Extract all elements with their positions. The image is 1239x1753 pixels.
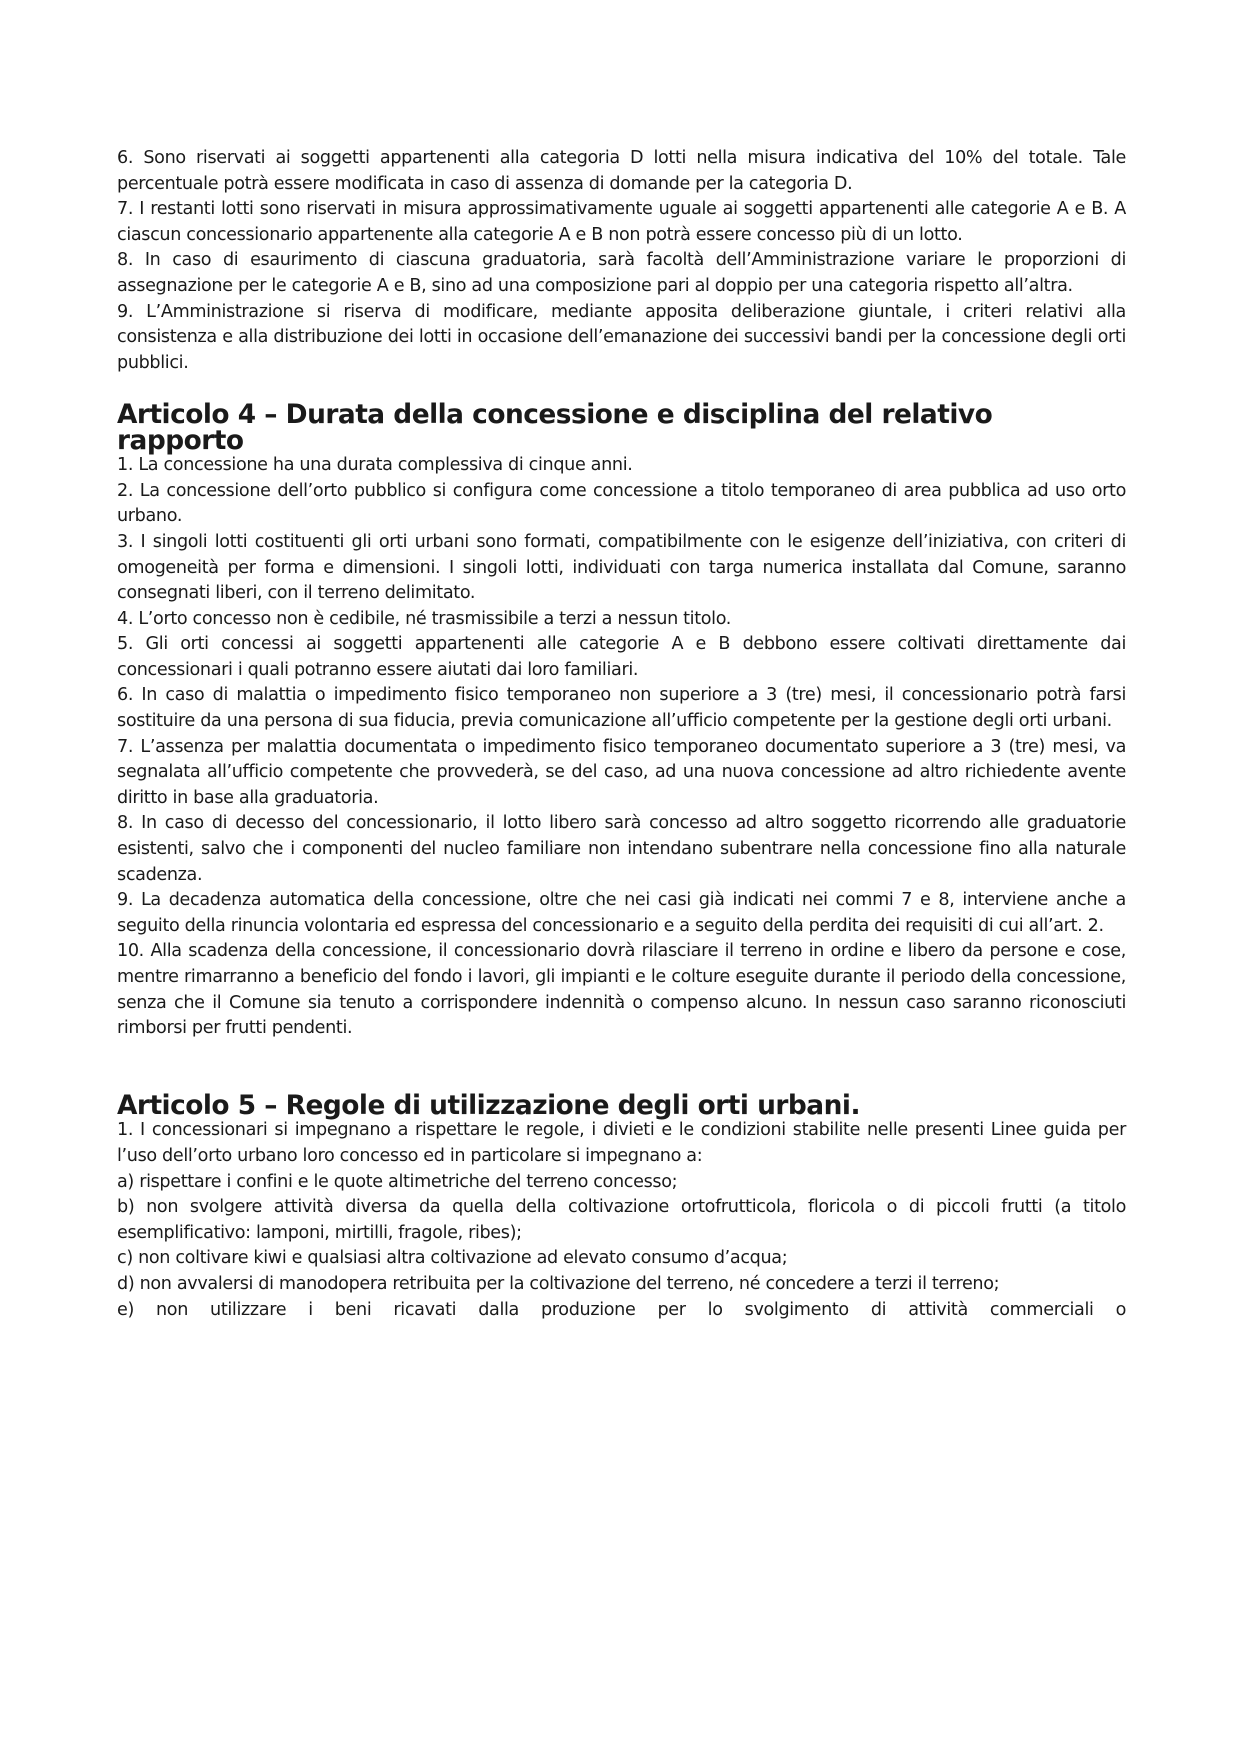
paragraph-art4-item-8: 8. In caso di decesso del concessionario, il lotto libero sarà concesso ad altro soggetto ricorrendo alle graduatorie esistenti, salvo che i componenti del nucleo familiare non intendano subentrare nella concessione fino alla naturale scadenza. xyxy=(117,813,1126,885)
paragraph-art4-item-10: 10. Alla scadenza della concessione, il concessionario dovrà rilasciare il terreno in ordine e libero da persone e cose, mentre rimarranno a beneficio del fondo i lavori, gli impianti e le colture eseguite durante il periodo della concessione, senza che il Comune sia tenuto a corrispondere indennità o compenso alcuno. In nessun caso saranno riconosciuti rimborsi per frutti pendenti. xyxy=(117,941,1126,1039)
article-4 xyxy=(117,398,1126,1042)
paragraph-art3-item-8: 8. In caso di esaurimento di ciascuna graduatoria, sarà facoltà dell’Amministrazione variare le proporzioni di assegnazione per le categorie A e B, sino ad una composizione pari al doppio per una categoria rispetto all’altra. xyxy=(117,250,1126,296)
paragraph-art5-item-b: b) non svolgere attività diversa da quella della coltivazione ortofrutticola, floricola o di piccoli frutti (a titolo esemplificativo: lamponi, mirtilli, fragole, ribes); xyxy=(117,1197,1126,1243)
paragraph-art5-item-a: a) rispettare i confini e le quote altimetriche del terreno concesso; xyxy=(117,1171,678,1192)
paragraph-art4-item-5: 5. Gli orti concessi ai soggetti appartenenti alle categorie A e B debbono essere coltivati direttamente dai concessionari i quali potranno essere aiutati dai loro familiari. xyxy=(117,634,1126,680)
article-3-continued xyxy=(117,146,1126,376)
article-5-heading: Articolo 5 – Regole di utilizzazione degli orti urbani. xyxy=(117,1089,860,1121)
paragraph-art3-item-7: 7. I restanti lotti sono riservati in misura approssimativamente uguale ai soggetti appartenenti alle categorie A e B. A ciascun concessionario appartenente alla categorie A e B non potrà essere concesso più di un lotto. xyxy=(117,199,1126,245)
paragraph-art5-intro: 1. I concessionari si impegnano a rispettare le regole, i divieti e le condizioni stabilite nelle presenti Linee guida per l’uso dell’orto urbano loro concesso ed in particolare si impegnano a: xyxy=(117,1120,1126,1166)
paragraph-art3-item-9: 9. L’Amministrazione si riserva di modificare, mediante apposita deliberazione giuntale, i criteri relativi alla consistenza e alla distribuzione dei lotti in occasione dell’emanazione dei successivi bandi per la concessione degli orti pubblici. xyxy=(117,301,1126,373)
paragraph-art4-item-1: 1. La concessione ha una durata complessiva di cinque anni. xyxy=(117,455,633,476)
paragraph-art4-item-9: 9. La decadenza automatica della concessione, oltre che nei casi già indicati nei commi 7 e 8, interviene anche a seguito della rinuncia volontaria ed espressa del concessionario e a seguito della perdita dei requisiti di cui all’art. 2. xyxy=(117,890,1126,936)
spacer xyxy=(117,1042,1126,1093)
paragraph-art4-item-2: 2. La concessione dell’orto pubblico si configura come concessione a titolo temporaneo di area pubblica ad uso orto urbano. xyxy=(117,480,1126,527)
article-5 xyxy=(117,1089,1126,1323)
paragraph-art5-item-e: e) non utilizzare i beni ricavati dalla produzione per lo svolgimento di attività commerciali o xyxy=(117,1299,1126,1320)
paragraph-art5-item-d: d) non avvalersi di manodopera retribuita per la coltivazione del terreno, né concedere a terzi il terreno; xyxy=(117,1273,1000,1294)
document-page xyxy=(117,146,1126,1323)
paragraph-art5-item-c: c) non coltivare kiwi e qualsiasi altra coltivazione ad elevato consumo d’acqua; xyxy=(117,1248,788,1269)
paragraph-art3-item-6: 6. Sono riservati ai soggetti appartenenti alla categoria D lotti nella misura indicativa del 10% del totale. Tale percentuale potrà essere modificata in caso di assenza di domande per la categoria D. xyxy=(117,148,1126,194)
paragraph-art4-item-6: 6. In caso di malattia o impedimento fisico temporaneo non superiore a 3 (tre) mesi, il concessionario potrà farsi sostituire da una persona di sua fiducia, previa comunicazione all’ufficio competente per la gestione degli orti urbani. xyxy=(117,685,1126,732)
paragraph-art4-item-7: 7. L’assenza per malattia documentata o impedimento fisico temporaneo documentato superiore a 3 (tre) mesi, va segnalata all’ufficio competente che provvederà, se del caso, ad una nuova concessione ad altro richiedente avente diritto in base alla graduatoria. xyxy=(117,736,1126,808)
paragraph-art4-item-3: 3. I singoli lotti costituenti gli orti urbani sono formati, compatibilmente con le esigenze dell’iniziativa, con criteri di omogeneità per forma e dimensioni. I singoli lotti, individuati con targa numerica installata dal Comune, saranno consegnati liberi, con il terreno delimitato. xyxy=(117,531,1126,604)
article-4-heading: Articolo 4 – Durata della concessione e disciplina del relativo rapporto xyxy=(117,398,993,456)
paragraph-art4-item-4: 4. L’orto concesso non è cedibile, né trasmissibile a terzi a nessun titolo. xyxy=(117,608,732,629)
